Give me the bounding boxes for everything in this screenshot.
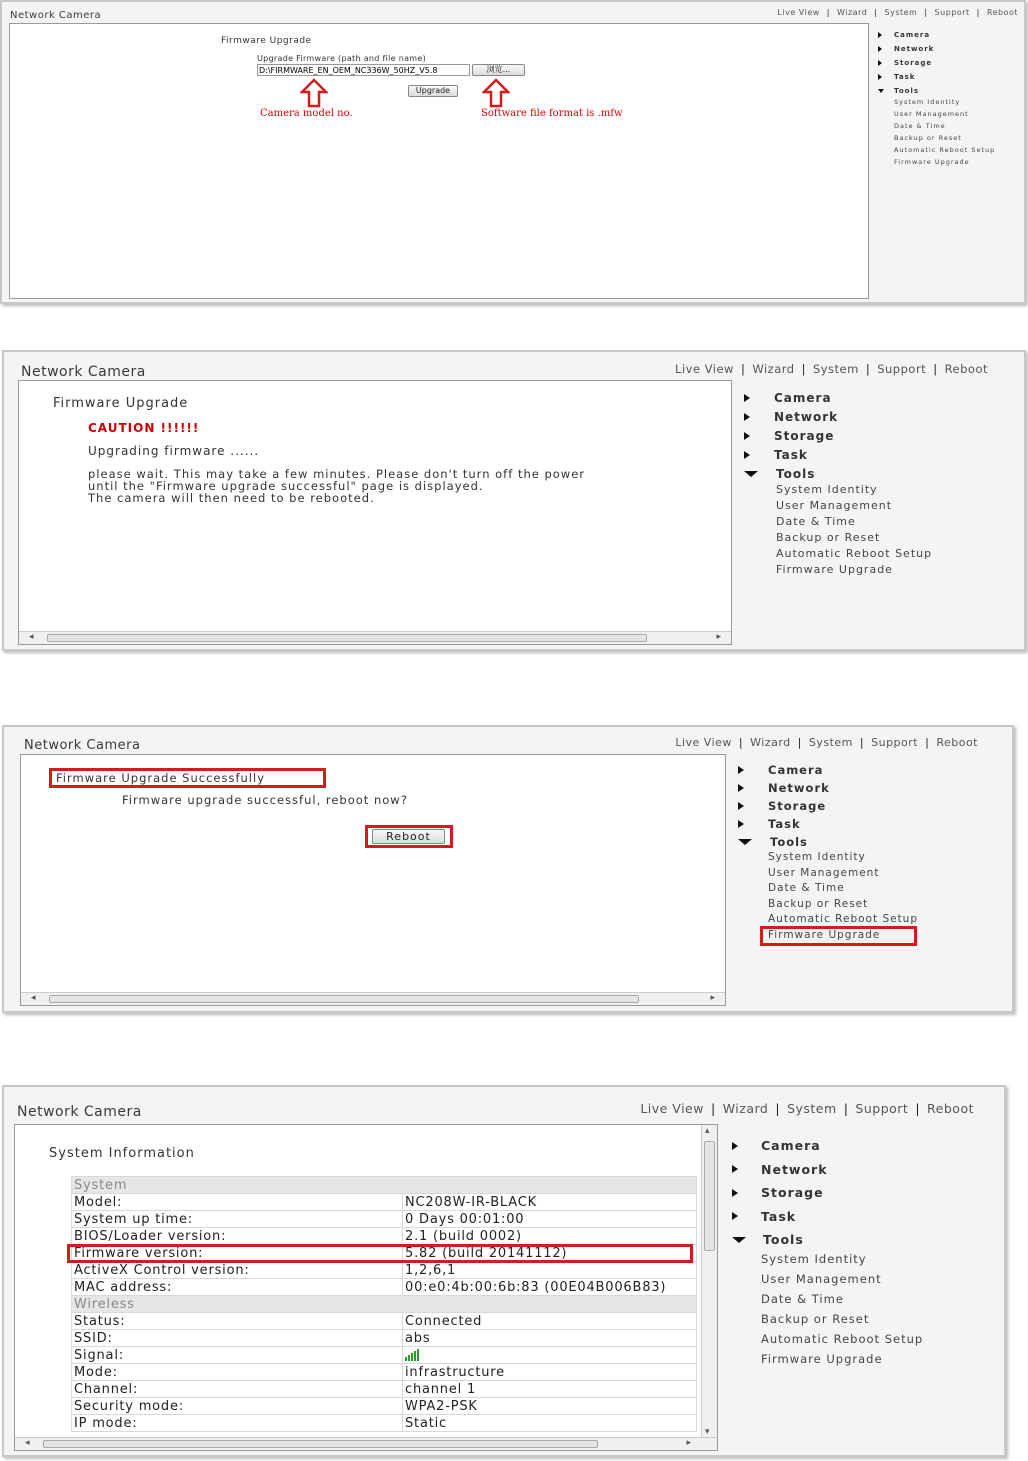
sidebar-item-firmware-upgrade[interactable]: Firmware Upgrade [768, 928, 881, 941]
app-title: Network Camera [10, 10, 102, 21]
horizontal-scrollbar[interactable] [15, 1437, 717, 1450]
sidebar [732, 1134, 1002, 1372]
sidebar-group-network[interactable]: Network [878, 42, 1023, 56]
sidebar-group-task[interactable]: Task [878, 70, 1023, 84]
nav-live-view[interactable]: Live View [777, 8, 820, 17]
reboot-question: Firmware upgrade successful, reboot now? [122, 793, 408, 807]
sidebar-item-date-time[interactable]: Date & Time [768, 882, 845, 894]
row-label: Firmware version: [72, 1245, 403, 1262]
nav-system[interactable]: System [787, 1101, 837, 1116]
top-nav: Live View | Wizard | System | Support | Reboot [675, 362, 988, 376]
sidebar-item-system-identity[interactable]: System Identity [776, 483, 878, 496]
sidebar-item-user-management[interactable]: User Management [776, 499, 893, 512]
sidebar-group-tools[interactable]: Tools [738, 833, 1008, 851]
sidebar-item-backup-reset[interactable]: Backup or Reset [894, 134, 962, 142]
sidebar [744, 388, 1024, 579]
caret-right-icon [738, 784, 744, 792]
signal-bar [408, 1355, 410, 1361]
page-title: Firmware Upgrade [221, 36, 312, 46]
sidebar-item-auto-reboot[interactable]: Automatic Reboot Setup [776, 547, 933, 560]
caret-right-icon [732, 1189, 738, 1197]
signal-bar [411, 1353, 413, 1361]
horizontal-scrollbar[interactable] [21, 992, 725, 1005]
sidebar-item-firmware-upgrade-wrap [738, 929, 1008, 945]
caret-right-icon [732, 1142, 738, 1150]
firmware-path-input[interactable] [257, 64, 470, 76]
caret-down-icon [738, 839, 752, 845]
sidebar-item-system-identity[interactable]: System Identity [761, 1251, 867, 1266]
nav-wizard[interactable]: Wizard [750, 736, 791, 749]
sidebar-group-task[interactable]: Task [744, 445, 1024, 464]
screenshot-upgrade-success [2, 725, 1014, 1013]
table-row [72, 1194, 697, 1211]
screenshot-system-information [2, 1085, 1006, 1457]
table-row [72, 1279, 697, 1296]
sidebar-item-user-management[interactable]: User Management [761, 1271, 882, 1286]
table-row [72, 1415, 697, 1432]
sidebar-item-firmware-upgrade[interactable]: Firmware Upgrade [761, 1351, 883, 1366]
section-label: Wireless [72, 1296, 697, 1313]
sidebar-item-auto-reboot[interactable]: Automatic Reboot Setup [761, 1331, 924, 1346]
scrollbar-thumb[interactable] [43, 1440, 598, 1448]
table-section-header [72, 1177, 697, 1194]
caret-right-icon [738, 820, 744, 828]
row-label: Model: [72, 1194, 403, 1211]
app-title: Network Camera [21, 364, 146, 380]
top-nav: Live View | Wizard | System | Support | Reboot [777, 8, 1018, 17]
top-nav: Live View | Wizard | System | Support | Reboot [675, 736, 978, 749]
reboot-button[interactable]: Reboot [372, 829, 445, 844]
signal-bar [417, 1349, 419, 1361]
row-label: MAC address: [72, 1279, 403, 1296]
sidebar-item-backup-reset[interactable]: Backup or Reset [768, 897, 869, 910]
sidebar-group-task[interactable]: Task [738, 815, 1008, 833]
sidebar-item-date-time[interactable]: Date & Time [761, 1291, 844, 1306]
highlight-box [67, 1244, 693, 1263]
caret-down-icon [878, 89, 884, 93]
caret-right-icon [738, 766, 744, 774]
caret-right-icon [744, 413, 750, 421]
sidebar-group-storage[interactable]: Storage [744, 426, 1024, 445]
nav-wizard[interactable]: Wizard [752, 362, 795, 376]
arrow-up-icon [300, 78, 328, 108]
message-line-1: please wait. This may take a few minutes. Please don't turn off the power [88, 467, 586, 481]
sidebar-group-camera[interactable]: Camera [732, 1134, 1002, 1158]
sidebar-group-storage[interactable]: Storage [878, 56, 1023, 70]
caret-right-icon [878, 60, 882, 66]
message-line-3: The camera will then need to be rebooted. [88, 491, 375, 505]
sidebar-group-storage[interactable]: Storage [732, 1181, 1002, 1205]
sidebar-group-task[interactable]: Task [732, 1205, 1002, 1229]
row-value: NC208W-IR-BLACK [403, 1194, 697, 1211]
nav-live-view[interactable]: Live View [640, 1101, 704, 1116]
app-title: Network Camera [24, 738, 141, 753]
row-value: WPA2-PSK [403, 1398, 697, 1415]
nav-reboot[interactable]: Reboot [986, 8, 1018, 17]
sidebar-item-auto-reboot[interactable]: Automatic Reboot Setup [894, 146, 996, 154]
nav-system[interactable]: System [884, 8, 918, 17]
row-value: Static [403, 1415, 697, 1432]
nav-wizard[interactable]: Wizard [837, 8, 868, 17]
arrow-up-icon [482, 78, 510, 108]
nav-support[interactable]: Support [877, 362, 927, 376]
caret-right-icon [744, 394, 750, 402]
caret-down-icon [732, 1237, 746, 1243]
table-row [72, 1398, 697, 1415]
row-value: 2.1 (build 0002) [403, 1228, 697, 1245]
nav-system[interactable]: System [812, 362, 859, 376]
top-nav: Live View | Wizard | System | Support | Reboot [640, 1101, 974, 1116]
table-row [72, 1262, 697, 1279]
sidebar-item-system-identity[interactable]: System Identity [894, 98, 961, 106]
row-value: 0 Days 00:01:00 [403, 1211, 697, 1228]
table-row [72, 1347, 697, 1364]
scroll-left-icon[interactable]: ◂ [25, 1438, 30, 1448]
sidebar-item-backup-reset[interactable]: Backup or Reset [761, 1311, 870, 1326]
nav-reboot[interactable]: Reboot [944, 362, 988, 376]
table-row [72, 1330, 697, 1347]
system-info-table [71, 1176, 697, 1432]
sidebar-item-date-time[interactable]: Date & Time [776, 515, 856, 528]
message-line-2: until the "Firmware upgrade successful" page is displayed. [88, 479, 484, 493]
nav-live-view[interactable]: Live View [675, 362, 734, 376]
nav-reboot[interactable]: Reboot [927, 1101, 974, 1116]
row-value: Connected [403, 1313, 697, 1330]
row-label: ActiveX Control version: [72, 1262, 403, 1279]
content-frame [20, 754, 726, 1006]
caret-right-icon [738, 802, 744, 810]
scroll-right-icon[interactable]: ▸ [710, 993, 715, 1003]
content-frame [14, 1124, 718, 1451]
sidebar [878, 28, 1023, 170]
scroll-right-icon[interactable]: ▸ [716, 632, 721, 642]
nav-system[interactable]: System [808, 736, 853, 749]
sidebar-group-network[interactable]: Network [738, 779, 1008, 797]
row-label: SSID: [72, 1330, 403, 1347]
nav-support[interactable]: Support [871, 736, 919, 749]
screenshot-upgrading [2, 350, 1026, 651]
annotation-file-format: Software file format is .mfw [481, 108, 623, 119]
sidebar-group-camera[interactable]: Camera [878, 28, 1023, 42]
app-title: Network Camera [17, 1104, 142, 1120]
table-row [72, 1313, 697, 1330]
sidebar-group-camera[interactable]: Camera [738, 761, 1008, 779]
row-value: 00:e0:4b:00:6b:83 (00E04B006B83) [403, 1279, 697, 1296]
scrollbar-thumb[interactable] [49, 995, 639, 1003]
row-value: abs [403, 1330, 697, 1347]
row-label: IP mode: [72, 1415, 403, 1432]
status-text: Upgrading firmware ...... [88, 444, 260, 458]
row-label: Status: [72, 1313, 403, 1330]
content-frame [9, 23, 869, 299]
caret-right-icon [744, 432, 750, 440]
annotation-camera-model: Camera model no. [260, 108, 353, 119]
nav-support[interactable]: Support [855, 1101, 909, 1116]
page-title: Firmware Upgrade Successfully [56, 771, 266, 785]
row-label: Signal: [72, 1347, 403, 1364]
caret-right-icon [878, 74, 882, 80]
caret-down-icon [744, 471, 758, 477]
sidebar-item-firmware-upgrade[interactable]: Firmware Upgrade [894, 158, 970, 166]
table-row [72, 1381, 697, 1398]
nav-reboot[interactable]: Reboot [936, 736, 978, 749]
scroll-down-icon[interactable]: ▾ [705, 1427, 710, 1437]
browse-button[interactable]: 浏览... [472, 64, 525, 76]
highlight-box [760, 926, 917, 946]
table-row [72, 1211, 697, 1228]
row-label: Security mode: [72, 1398, 403, 1415]
table-section-header [72, 1296, 697, 1313]
upgrade-button[interactable]: Upgrade [408, 85, 458, 97]
signal-bar [405, 1357, 407, 1361]
content-frame [18, 380, 732, 645]
signal-strength-icon [405, 1349, 419, 1361]
sidebar-item-auto-reboot[interactable]: Automatic Reboot Setup [768, 913, 918, 925]
screenshot-firmware-upload [0, 0, 1026, 304]
signal-bar [414, 1351, 416, 1361]
sidebar-item-user-management[interactable]: User Management [768, 866, 880, 879]
row-value [403, 1347, 697, 1364]
nav-support[interactable]: Support [934, 8, 970, 17]
scroll-left-icon[interactable]: ◂ [31, 993, 36, 1003]
page-title: Firmware Upgrade [53, 396, 189, 411]
row-label: Channel: [72, 1381, 403, 1398]
scroll-up-icon[interactable]: ▴ [705, 1126, 710, 1136]
row-label: BIOS/Loader version: [72, 1228, 403, 1245]
nav-wizard[interactable]: Wizard [722, 1101, 769, 1116]
nav-live-view[interactable]: Live View [675, 736, 732, 749]
upgrade-field-label: Upgrade Firmware (path and file name) [257, 54, 427, 63]
sidebar-item-backup-reset[interactable]: Backup or Reset [776, 531, 881, 544]
horizontal-scrollbar[interactable] [19, 631, 731, 644]
caret-right-icon [732, 1165, 738, 1173]
sidebar-item-firmware-upgrade[interactable]: Firmware Upgrade [776, 563, 893, 576]
sidebar-group-network[interactable]: Network [732, 1158, 1002, 1182]
sidebar-group-network[interactable]: Network [744, 407, 1024, 426]
vertical-scrollbar[interactable] [701, 1125, 717, 1438]
sidebar-group-storage[interactable]: Storage [738, 797, 1008, 815]
table-row [72, 1364, 697, 1381]
caret-right-icon [878, 46, 882, 52]
sidebar-item-date-time[interactable]: Date & Time [894, 122, 946, 130]
caret-right-icon [878, 32, 882, 38]
section-label: System [72, 1177, 697, 1194]
sidebar [738, 761, 1008, 944]
sidebar-group-tools[interactable]: Tools [878, 84, 1023, 98]
sidebar-item-user-management[interactable]: User Management [894, 110, 969, 118]
sidebar-group-tools[interactable]: Tools [744, 464, 1024, 483]
table-row [72, 1228, 697, 1245]
caret-right-icon [744, 451, 750, 459]
sidebar-group-tools[interactable]: Tools [732, 1228, 1002, 1252]
sidebar-item-system-identity[interactable]: System Identity [768, 851, 866, 863]
caution-text: CAUTION !!!!!! [88, 421, 200, 435]
row-value: 5.82 (build 20141112) [403, 1245, 697, 1262]
row-label: Mode: [72, 1364, 403, 1381]
page-title: System Information [49, 1146, 195, 1161]
scroll-right-icon[interactable]: ▸ [686, 1438, 691, 1448]
scrollbar-thumb[interactable] [704, 1141, 715, 1251]
row-label: System up time: [72, 1211, 403, 1228]
row-value: infrastructure [403, 1364, 697, 1381]
scroll-left-icon[interactable]: ◂ [29, 632, 34, 642]
scrollbar-thumb[interactable] [47, 634, 647, 642]
row-value: channel 1 [403, 1381, 697, 1398]
caret-right-icon [732, 1212, 738, 1220]
sidebar-group-camera[interactable]: Camera [744, 388, 1024, 407]
row-value: 1,2,6,1 [403, 1262, 697, 1279]
